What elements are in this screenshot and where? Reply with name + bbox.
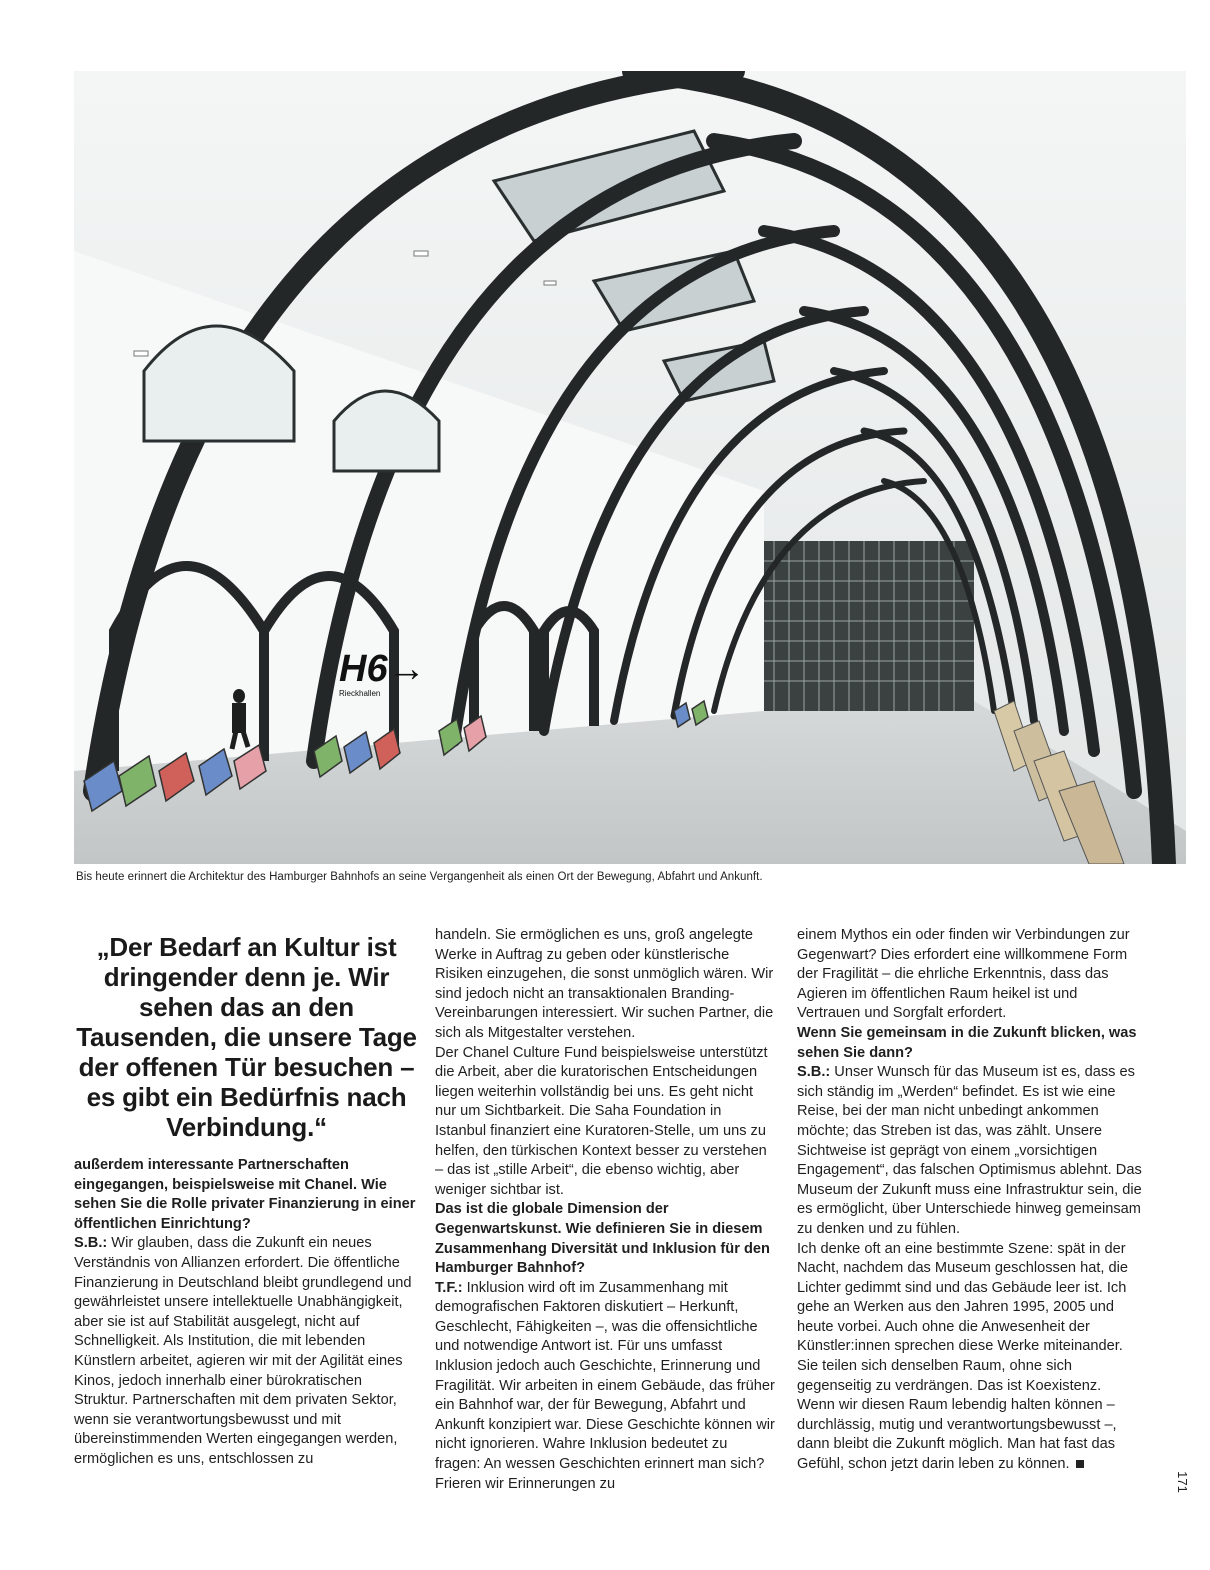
speaker-label: S.B.: [797,1064,831,1081]
paragraph: handeln. Sie ermöglichen es uns, groß angelegte Werke in Auftrag zu geben oder künstlerische Risiken einzugehen, die sonst unmöglich wären. Wir sind jedoch nicht an transaktionalen Branding-Vereinbarungen interessiert. Wir suchen Partner, die sich als Mitgestalter verstehen. [435,927,774,1041]
interview-answer [797,1063,1142,1239]
answer-text: Wir glauben, dass die Zukunft ein neues Verständnis von Allianzen erfordert. Die öffentliche Finanzierung in Deutschland bleibt grundlegend und gewährleistet unsere intellektuelle Unabhängigkeit, aber sie ist auf Stabilität ausgelegt, nicht auf Schnelligkeit. Als Institution, die mit lebenden Künstlern arbeitet, agieren wir mit der Agilität eines Kinos, jedoch innerhalb einer bürokratischen Struktur. Partnerschaften mit dem privaten Sektor, wenn sie verantwortungsbewusst und mit übereinstimmenden Werten eingegangen werden, ermöglichen es uns, entschlossen zu [74,1235,412,1467]
paragraph: Der Chanel Culture Fund beispielsweise unterstützt die Arbeit, aber die kuratorischen Entscheidungen liegen weiterhin vollständig bei uns. Es geht nicht nur um Sichtbarkeit. Die Saha Foundation in Istanbul finanziert eine Kuratoren-Stelle, um uns zu helfen, den türkischen Kontext besser zu verstehen – das ist „stille Arbeit“, die ebenso wichtig, aber weniger sichtbar ist. [435,1044,768,1198]
interview-question: Wenn Sie gemeinsam in die Zukunft blicken, was sehen Sie dann? [797,1024,1137,1061]
speaker-label: S.B.: [74,1235,108,1252]
page-number: 171 [1175,1471,1190,1493]
paragraph: einem Mythos ein oder finden wir Verbindungen zur Gegenwart? Dies erfordert eine willkommene Form der Fragilität – die ehrliche Erkenntnis, dass das Agieren im öffentlichen Raum heikel ist und Vertrauen und Sorgfalt erfordert. [797,927,1130,1022]
sign-sub: Rieckhallen [339,689,381,698]
interview-answer [74,1234,419,1469]
pull-quote: „Der Bedarf an Kultur ist dringender denn je. Wir sehen das an den Tausenden, die unsere Tage der offenen Tür besuchen – es gibt ein Bedürfnis nach Verbindung.“ [76,932,417,1142]
text-column-3 [797,926,1142,1475]
text-column-2 [435,926,775,1494]
interview-answer [435,1279,775,1495]
closing-paragraph [797,1240,1142,1475]
text-column-1 [74,926,419,1470]
photo-caption: Bis heute erinnert die Architektur des Hamburger Bahnhofs an seine Vergangenheit als einen Ort der Bewegung, Abfahrt und Ankunft. [76,871,763,883]
hall-photo [74,71,1186,864]
sign-main: H6→ [339,648,426,690]
answer-text: Unser Wunsch für das Museum ist es, dass es sich ständig im „Werden“ befindet. Es ist wie eine Reise, bei der man nicht unbedingt ankommen möchte; das Streben ist das, was zählt. Unsere Sichtweise ist geprägt von einem „vorsichtigen Engagement“, das falschen Optimismus ablehnt. Das Museum der Zukunft muss eine Infrastruktur sein, die es ermöglicht, über Unterschiede hinweg gemeinsam zu denken und zu fühlen. [797,1064,1142,1237]
speaker-label: T.F.: [435,1279,463,1296]
paragraph-text: Ich denke oft an eine bestimmte Szene: spät in der Nacht, nachdem das Museum geschlossen hat, die Lichter gedimmt sind und das Gebäude leer ist. Ich gehe an Werken aus den Jahren 1995, 2005 und heute vorbei. Auch ohne die Anwesenheit der Künstler:innen sprechen diese Werke miteinander. Sie teilen sich denselben Raum, ohne sich gegenseitig zu verdrängen. Das ist Koexistenz. Wenn wir diesen Raum lebendig halten können – durchlässig, mutig und verantwortungsbewusst –, dann bleibt die Zukunft möglich. Man hat fast das Gefühl, schon jetzt darin leben zu können. [797,1240,1128,1473]
hall-photo-illustration [74,71,1186,864]
answer-text: Inklusion wird oft im Zusammenhang mit demografischen Faktoren diskutiert – Herkunft, Geschlecht, Fähigkeiten –, was die offensichtliche und notwendige Antwort ist. Für uns umfasst Inklusion jedoch auch Geschichte, Erinnerung und Fragilität. Wir arbeiten in einem Gebäude, das früher ein Bahnhof war, der für Bewegung, Abfahrt und Ankunft konzipiert war. Diese Geschichte können wir nicht ignorieren. Wahre Inklusion bedeutet zu fragen: An wessen Geschichten erinnert man sich? Frieren wir Erinnerungen zu [435,1279,775,1492]
end-mark-icon [1076,1460,1084,1468]
interview-question: außerdem interessante Partnerschaften eingegangen, beispielsweise mit Chanel. Wie sehen Sie die Rolle privater Finanzierung in einer öffentlichen Einrichtung? [74,1157,416,1232]
interview-question: Das ist die globale Dimension der Gegenwartskunst. Wie definieren Sie in diesem Zusammenhang Diversität und Inklusion für den Hamburger Bahnhof? [435,1201,770,1277]
